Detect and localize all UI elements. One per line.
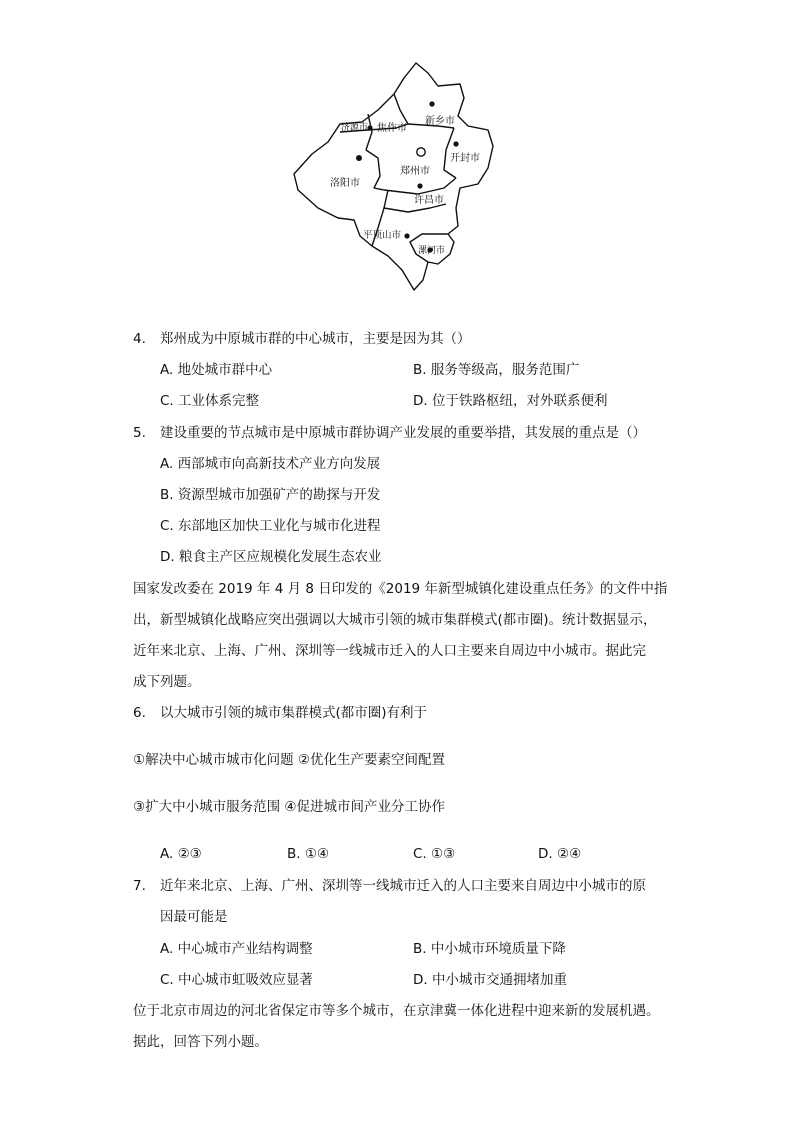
q7-stem-line-2: 因最可能是 — [160, 909, 228, 925]
q5-option-b[interactable]: B. 资源型城市加强矿产的勘探与开发 — [160, 487, 381, 503]
label-zhengzhou: 郑州市 — [400, 166, 430, 177]
central-plains-map — [288, 58, 502, 298]
passage1-line-1: 国家发改委在 2019 年 4 月 8 日印发的《2019 年新型城镇化建设重点任务》的文件中指 — [133, 581, 668, 597]
map-outer-boundary — [294, 63, 493, 290]
passage2-line-2: 据此，回答下列小题。 — [133, 1034, 268, 1050]
q4-number: 4. — [133, 331, 146, 347]
map-figure — [288, 58, 502, 298]
label-xuchang: 许昌市 — [414, 195, 444, 206]
q6-number: 6. — [133, 705, 146, 721]
city-dot-pingdingshan — [404, 233, 409, 238]
passage2-line-1: 位于北京市周边的河北省保定市等多个城市，在京津冀一体化进程中迎来新的发展机遇。 — [133, 1003, 660, 1019]
q5-option-d[interactable]: D. 粮食主产区应规模化发展生态农业 — [160, 549, 382, 565]
q7-option-a[interactable]: A. 中心城市产业结构调整 — [160, 941, 313, 957]
city-dot-xinxiang — [429, 101, 434, 106]
q7-option-c[interactable]: C. 中心城市虹吸效应显著 — [160, 972, 314, 988]
q6-option-a[interactable]: A. ②③ — [160, 846, 202, 862]
label-jiaozuo: 焦作市 — [377, 123, 407, 134]
passage1-line-4: 成下列题。 — [133, 674, 201, 690]
q6-statements-2: ③扩大中小城市服务范围 ④促进城市间产业分工协作 — [133, 799, 445, 815]
q4-option-a[interactable]: A. 地处城市群中心 — [160, 362, 273, 378]
q6-option-c[interactable]: C. ①③ — [413, 846, 456, 862]
q7-option-d[interactable]: D. 中小城市交通拥堵加重 — [413, 972, 567, 988]
q4-option-c[interactable]: C. 工业体系完整 — [160, 393, 260, 409]
city-dot-xuchang — [417, 183, 422, 188]
border-luoyang-zhengzhou — [366, 150, 384, 190]
q5-option-a[interactable]: A. 西部城市向高新技术产业方向发展 — [160, 456, 381, 472]
city-dot-jiyuan — [367, 125, 372, 130]
city-dot-kaifeng — [453, 141, 458, 146]
label-xinxiang: 新乡市 — [425, 116, 455, 127]
q4-stem: 郑州成为中原城市群的中心城市，主要是因为其（） — [160, 331, 471, 347]
label-luoyang: 洛阳市 — [330, 178, 360, 189]
passage1-line-3: 近年来北京、上海、广州、深圳等一线城市迁入的人口主要来自周边中小城市。据此完 — [133, 643, 646, 659]
q6-statements-1: ①解决中心城市城市化问题 ②优化生产要素空间配置 — [133, 752, 445, 768]
city-marker-zhengzhou — [417, 148, 425, 156]
q4-option-d[interactable]: D. 位于铁路枢纽，对外联系便利 — [413, 393, 608, 409]
city-dot-luoyang — [356, 155, 362, 161]
label-pingdingshan: 平顶山市 — [363, 230, 402, 241]
label-kaifeng: 开封市 — [450, 153, 480, 164]
q6-stem: 以大城市引领的城市集群模式(都市圈)有利于 — [160, 705, 428, 721]
q5-option-c[interactable]: C. 东部地区加快工业化与城市化进程 — [160, 518, 381, 534]
passage1-line-2: 出，新型城镇化战略应突出强调以大城市引领的城市集群模式(都市圈)。统计数据显示， — [133, 612, 657, 628]
label-luohe: 漯河市 — [418, 246, 446, 256]
q5-number: 5. — [133, 425, 146, 441]
label-jiyuan: 济源市 — [341, 123, 369, 133]
q7-option-b[interactable]: B. 中小城市环境质量下降 — [413, 941, 566, 957]
q7-stem-line-1: 近年来北京、上海、广州、深圳等一线城市迁入的人口主要来自周边中小城市的原 — [160, 878, 646, 894]
border-jiaozuo-xinxiang — [394, 94, 408, 124]
q6-option-d[interactable]: D. ②④ — [538, 846, 582, 862]
q6-option-b[interactable]: B. ①④ — [287, 846, 330, 862]
q4-option-b[interactable]: B. 服务等级高，服务范围广 — [413, 362, 580, 378]
q5-stem: 建设重要的节点城市是中原城市群协调产业发展的重要举措，其发展的重点是（） — [160, 425, 646, 441]
q7-number: 7. — [133, 878, 146, 894]
